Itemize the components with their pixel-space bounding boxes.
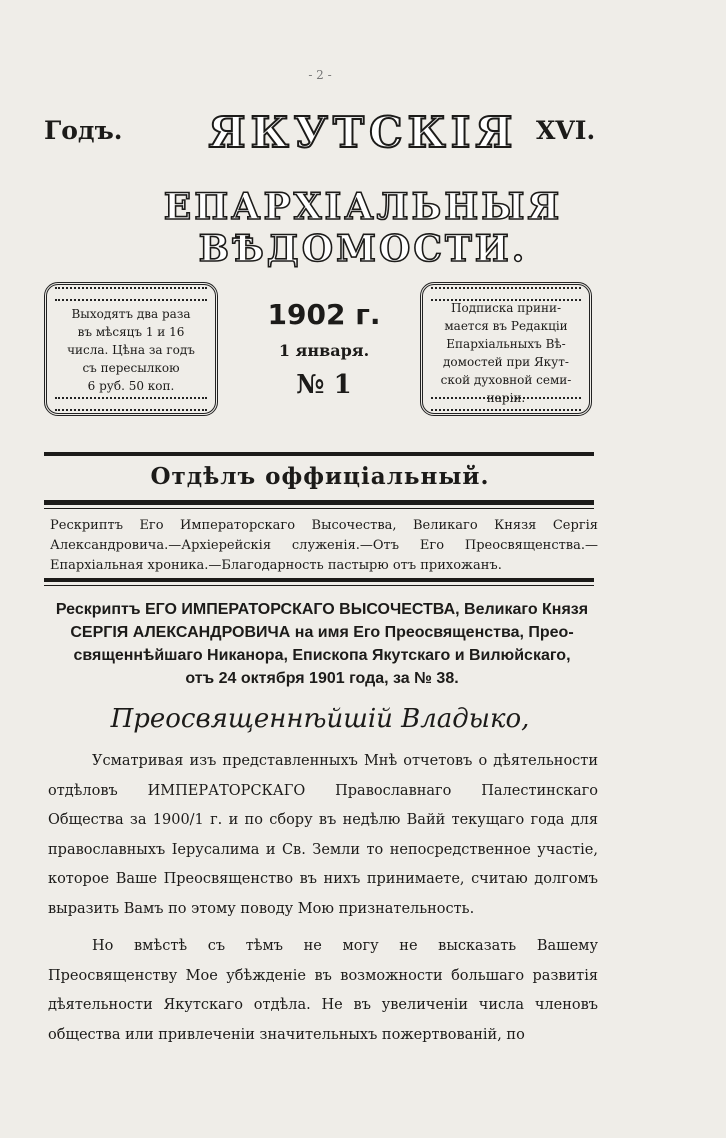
divider-section (44, 500, 594, 505)
info-line: 6 руб. 50 коп. (87, 379, 175, 393)
table-of-contents: Рескриптъ Его Императорскаго Высочества, Великаго Князя Сергія Александровича.—Архіерейскія служенія.—Отъ Его Преосвященства.—Епархіальная хроника.—Благодарность пастырю отъ прихожанъ. (50, 518, 598, 573)
issue-number: № 1 (296, 370, 352, 400)
subscription-place-box (420, 282, 592, 416)
paragraph: Но вмѣстѣ съ тѣмъ не могу не высказать Вашему Преосвященству Мое убѣжденіе въ возможности большаго развитія дѣятельности Якутскаго отдѣла. Не въ увеличеніи числа членовъ общества или привлеченіи значительныхъ пожертвованій, по (48, 938, 598, 1043)
divider-thin (44, 508, 594, 509)
info-line: Епархіальныхъ Вѣ- (446, 337, 566, 351)
info-line: съ пересылкою (82, 361, 180, 375)
issue-year: 1902 г. (267, 298, 381, 331)
heading-line: священнѣйшаго Никанора, Епископа Якутскаго и Вилюйскаго, (73, 647, 571, 664)
page-marker: - 2 - (308, 68, 332, 82)
info-line: въ мѣсяцъ 1 и 16 (77, 325, 185, 339)
heading-line: отъ 24 октября 1901 года, за № 38. (185, 670, 459, 687)
year-label: Годъ. (44, 116, 123, 145)
issue-date: 1 января. (278, 341, 370, 360)
article-heading (44, 598, 600, 690)
volume-number: XVI. (536, 116, 596, 145)
title-line-1: ЯКУТСКІЯ (208, 108, 518, 157)
divider-contents (44, 578, 594, 582)
heading-line: Рескриптъ ЕГО ИМПЕРАТОРСКАГО ВЫСОЧЕСТВА, Великаго Князя (55, 601, 589, 618)
divider-contents-thin (44, 585, 594, 586)
title-line-2: ЕПАРХІАЛЬНЫЯ ВѢДОМОСТИ. (163, 186, 563, 270)
salutation: Преосвященнѣйшій Владыко, (110, 704, 530, 734)
subscription-terms-box (44, 282, 218, 416)
info-line: Подписка прини- (451, 301, 561, 315)
paragraph: Усматривая изъ представленныхъ Мнѣ отчетовъ о дѣятельности отдѣловъ ИМПЕРАТОРСКАГО Православнаго Палестинскаго Общества за 1900/1 г. и по сбору въ недѣлю Вайй текущаго года для православныхъ Іерусалима и Св. Земли то непосредственное участіе, которое Ваше Преосвященство въ нихъ принимаете, считаю долгомъ выразить Вамъ по этому поводу Мою признательность. (48, 753, 598, 917)
info-line: домостей при Якут- (443, 355, 569, 369)
issue-info (230, 298, 418, 400)
info-line: Выходятъ два раза (71, 307, 191, 321)
info-line: мается въ Редакціи (444, 319, 568, 333)
article-body (48, 747, 598, 1058)
info-line: числа. Цѣна за годъ (67, 343, 195, 357)
heading-line: СЕРГІЯ АЛЕКСАНДРОВИЧА на имя Его Преосвященства, Прео- (70, 624, 574, 641)
section-title: Отдѣлъ оффиціальный. (150, 463, 490, 490)
divider-top (44, 452, 594, 456)
info-line: ской духовной семи- (440, 373, 572, 387)
info-line: наріи. (486, 391, 526, 405)
